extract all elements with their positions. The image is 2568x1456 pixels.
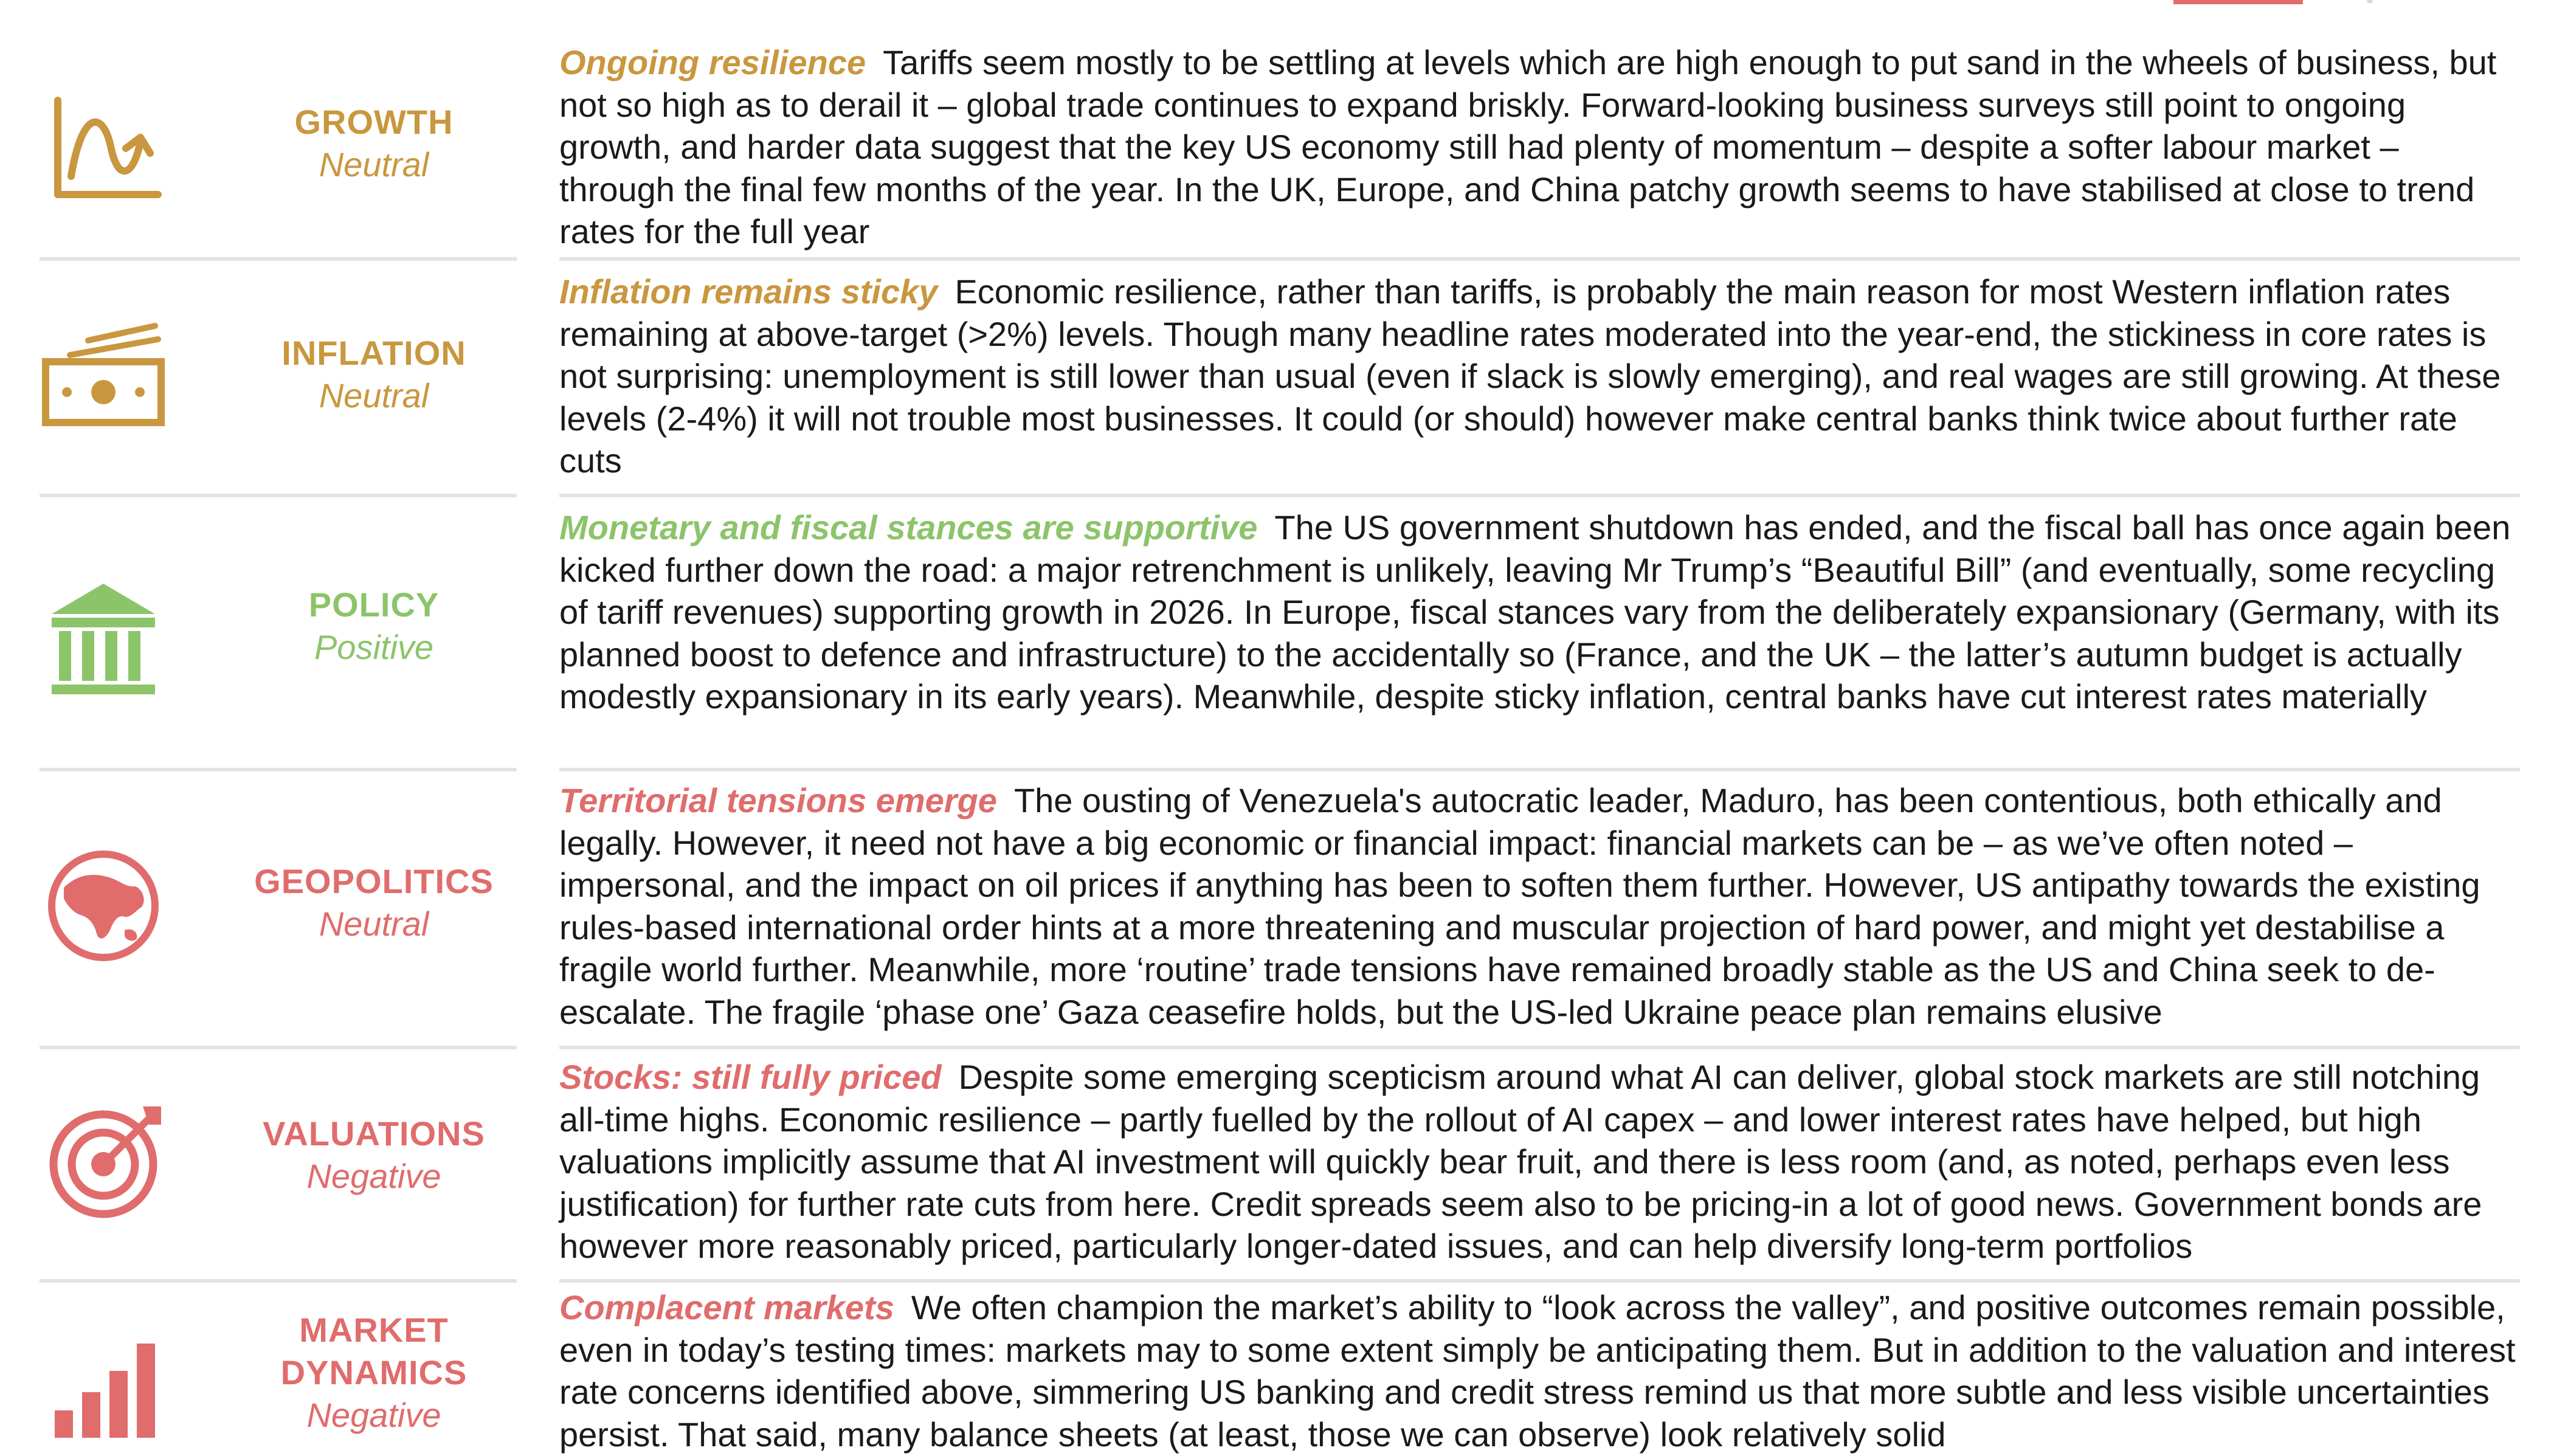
row-divider xyxy=(40,1279,517,1283)
row-headline: Ongoing resilience xyxy=(559,43,866,81)
row-headline: Monetary and fiscal stances are supportive xyxy=(559,508,1258,547)
row-text-valuations xyxy=(559,1056,2520,1268)
category-name: GROWTH xyxy=(294,103,454,141)
row-divider xyxy=(559,257,2520,261)
category-status: Positive xyxy=(314,628,434,666)
target-icon xyxy=(33,1094,173,1228)
category-name: POLICY xyxy=(308,585,440,624)
row-text-policy xyxy=(559,506,2520,718)
row-headline: Complacent markets xyxy=(559,1288,894,1327)
row-body: Despite some emerging scepticism around what AI can deliver, global stock markets are still notching all-time highs. Economic resilience – partly fuelled by the rollout of AI capex – and lower interest rates have helped, but high valuations implicitly assume that AI investment will quickly bear fruit, and there is less room (and, as noted, perhaps even less justification) for further rate cuts from here. Credit spreads seem also to be pricing-in a lot of good news. Government bonds are however more reasonably priced, particularly longer-dated issues, and can help diversify long-term portfolios xyxy=(559,1058,2482,1265)
category-name: INFLATION xyxy=(281,334,466,372)
row-divider xyxy=(40,257,517,261)
row-divider xyxy=(559,768,2520,771)
row-divider xyxy=(559,1046,2520,1049)
row-text-growth xyxy=(559,41,2520,253)
row-body: Economic resilience, rather than tariffs, is probably the main reason for most Western inflation rates remaining at above-target (>2%) levels. Though many headline rates moderated into the year-end, the stickiness in core rates is not surprising: unemployment is still lower than usual (even if slack is slowly emerging), and real wages are still growing. At these levels (2-4%) it will not trouble most businesses. It could (or should) however make central banks think twice about further rate cuts xyxy=(559,272,2501,480)
row-body: We often champion the market’s ability to “look across the valley”, and positive outcomes remain possible, even in today’s testing times: markets may to some extent simply be anticipating them. But in addition to the valuation and interest rate concerns identified above, simmering US banking and credit stress remind us that more subtle and less visible uncertainties persist. That said, many balance sheets (at least, those we can observe) look relatively solid xyxy=(559,1288,2516,1454)
row-divider xyxy=(40,768,517,771)
row-divider xyxy=(40,494,517,497)
row-body: The US government shutdown has ended, and the fiscal ball has once again been kicked further down the road: a major retrenchment is unlikely, leaving Mr Trump’s “Beautiful Bill” (and eventually, some recycling of tariff revenues) supporting growth in 2026. In Europe, fiscal stances vary from the deliberately expansionary (Germany, with its planned boost to defence and infrastructure) to the accidentally so (France, and the UK – the latter’s autumn budget is actually modestly expansionary in its early years). Meanwhile, despite sticky inflation, central banks have cut interest rates materially xyxy=(559,508,2511,716)
row-divider xyxy=(559,494,2520,497)
category-name-line1: MARKET xyxy=(299,1311,449,1349)
top-accent-mark xyxy=(2173,0,2303,4)
row-body: Tariffs seem mostly to be settling at levels which are high enough to put sand in the wheels of business, but not so high as to derail it – global trade continues to expand briskly. Forward-looking business surveys still point to ongoing growth, and harder data suggest that the key US economy still had plenty of momentum – despite a softer labour market – through the final few months of the year. In the UK, Europe, and China patchy growth seems to have stabilised at close to trend rates for the full year xyxy=(559,43,2497,250)
row-text-geopolitics xyxy=(559,779,2520,1033)
row-body: The ousting of Venezuela's autocratic leader, Maduro, has been contentious, both ethically and legally. However, it need not have a big economic or financial impact: financial markets can be – as we’ve often noted – impersonal, and the impact on oil prices if anything has been to soften them further. However, US antipathy towards the existing rules-based international order hints at a more threatening and muscular projection of hard power, and might yet destabilise a fragile world further. Meanwhile, more ‘routine’ trade tensions have remained broadly stable as the US and China seek to de-escalate. The fragile ‘phase one’ Gaza ceasefire holds, but the US-led Ukraine peace plan remains elusive xyxy=(559,781,2480,1031)
category-geopolitics xyxy=(231,860,517,945)
bank-building-icon xyxy=(33,571,173,705)
category-status: Negative xyxy=(306,1157,441,1195)
category-status: Neutral xyxy=(319,145,429,184)
category-growth xyxy=(231,101,517,186)
category-status: Negative xyxy=(306,1396,441,1434)
line-chart-icon xyxy=(33,85,173,219)
category-status: Neutral xyxy=(319,905,429,943)
row-headline: Inflation remains sticky xyxy=(559,272,938,311)
category-name-line2: DYNAMICS xyxy=(280,1353,468,1392)
banknote-icon xyxy=(33,316,173,450)
category-valuations xyxy=(231,1113,517,1198)
row-headline: Stocks: still fully priced xyxy=(559,1058,942,1096)
bar-chart-icon xyxy=(33,1319,173,1453)
row-headline: Territorial tensions emerge xyxy=(559,781,997,819)
top-page-dot xyxy=(2367,0,2373,3)
category-market-dynamics xyxy=(231,1309,517,1437)
globe-icon xyxy=(33,839,173,973)
category-name: VALUATIONS xyxy=(263,1114,485,1153)
row-divider xyxy=(40,1046,517,1049)
category-inflation xyxy=(231,332,517,417)
category-name: GEOPOLITICS xyxy=(254,862,494,900)
category-status: Neutral xyxy=(319,376,429,415)
row-divider xyxy=(559,1279,2520,1283)
row-text-market-dynamics xyxy=(559,1286,2520,1455)
category-policy xyxy=(231,584,517,669)
row-text-inflation xyxy=(559,271,2520,482)
